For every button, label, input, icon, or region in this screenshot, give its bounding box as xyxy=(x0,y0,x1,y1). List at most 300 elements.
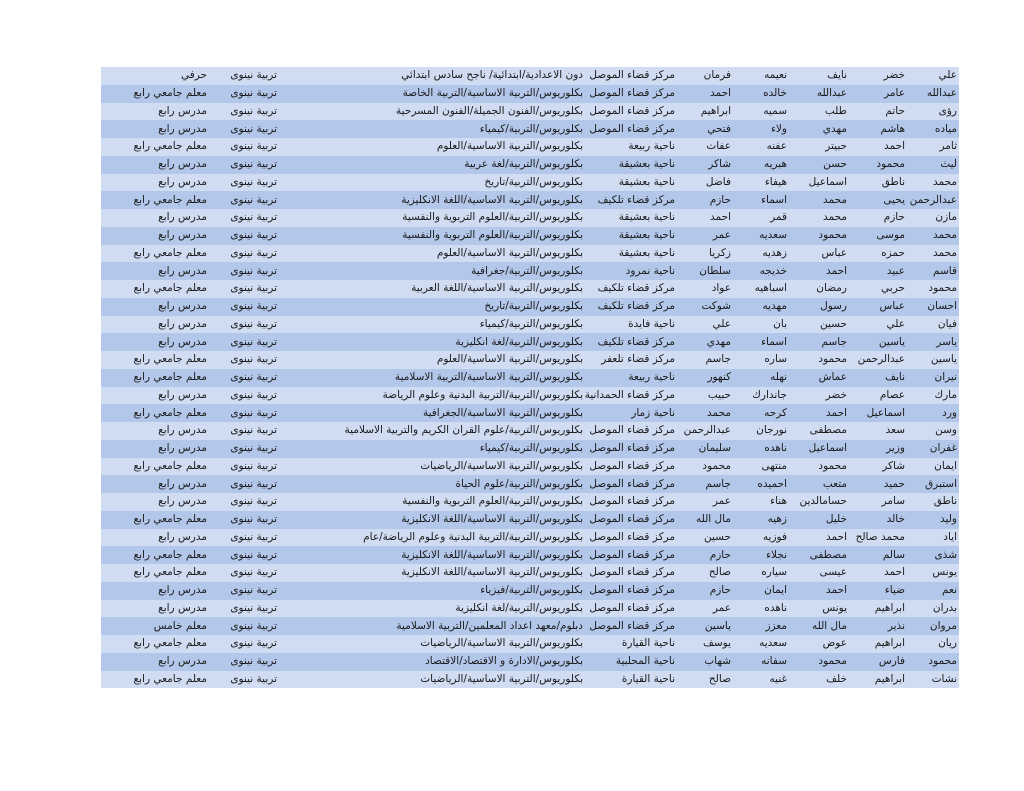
directorate-cell: تربية نينوى xyxy=(209,227,279,245)
location-cell: مركز قضاء الموصل xyxy=(585,546,677,564)
grandfather-name-cell: محمود xyxy=(789,351,849,369)
mother-father-name-cell: محمود xyxy=(677,458,733,476)
mother-father-name-cell: حازم xyxy=(677,546,733,564)
table-row xyxy=(101,617,959,635)
mother-father-name-cell: صالح xyxy=(677,564,733,582)
qualification-cell: بكلوريوس/التربية/العلوم التربوية والنفسية xyxy=(279,493,585,511)
grandfather-name-cell: مصطفى xyxy=(789,422,849,440)
directorate-cell: تربية نينوى xyxy=(209,493,279,511)
mother-name-cell: نهله xyxy=(733,369,789,387)
first-name-cell: قاسم xyxy=(907,262,959,280)
mother-name-cell: هناء xyxy=(733,493,789,511)
mother-name-cell: عفنه xyxy=(733,138,789,156)
first-name-cell: ياسر xyxy=(907,333,959,351)
mother-father-name-cell: حازم xyxy=(677,191,733,209)
table-row xyxy=(101,671,959,689)
directorate-cell: تربية نينوى xyxy=(209,582,279,600)
mother-name-cell: خالده xyxy=(733,85,789,103)
first-name-cell: مازن xyxy=(907,209,959,227)
job-title-cell: مدرس رابع xyxy=(101,120,209,138)
mother-name-cell: هبريه xyxy=(733,156,789,174)
first-name-cell: ياسين xyxy=(907,351,959,369)
mother-father-name-cell: يوسف xyxy=(677,635,733,653)
mother-name-cell: ساره xyxy=(733,351,789,369)
job-title-cell: مدرس رابع xyxy=(101,103,209,121)
table-row xyxy=(101,227,959,245)
table-row xyxy=(101,156,959,174)
father-name-cell: حازم xyxy=(849,209,907,227)
table-row xyxy=(101,333,959,351)
directorate-cell: تربية نينوى xyxy=(209,369,279,387)
mother-name-cell: اسباهيه xyxy=(733,280,789,298)
first-name-cell: علي xyxy=(907,67,959,85)
first-name-cell: نشات xyxy=(907,671,959,689)
first-name-cell: نعم xyxy=(907,582,959,600)
mother-name-cell: قمر xyxy=(733,209,789,227)
job-title-cell: معلم جامعي رابع xyxy=(101,191,209,209)
first-name-cell: استبرق xyxy=(907,475,959,493)
location-cell: مركز قضاء الحمدانية xyxy=(585,387,677,405)
mother-father-name-cell: عواد xyxy=(677,280,733,298)
table-row xyxy=(101,245,959,263)
directorate-cell: تربية نينوى xyxy=(209,546,279,564)
location-cell: ناحية بعشيقة xyxy=(585,209,677,227)
father-name-cell: حاتم xyxy=(849,103,907,121)
grandfather-name-cell: محمود xyxy=(789,653,849,671)
mother-name-cell: منتهى xyxy=(733,458,789,476)
directorate-cell: تربية نينوى xyxy=(209,475,279,493)
job-title-cell: معلم جامعي رابع xyxy=(101,280,209,298)
mother-father-name-cell: صالح xyxy=(677,671,733,689)
qualification-cell: بكلوريوس/التربية الاساسية/الجغرافية xyxy=(279,404,585,422)
directorate-cell: تربية نينوى xyxy=(209,440,279,458)
mother-name-cell: نجلاء xyxy=(733,546,789,564)
mother-father-name-cell: شوكت xyxy=(677,298,733,316)
directorate-cell: تربية نينوى xyxy=(209,600,279,618)
mother-name-cell: نعيمه xyxy=(733,67,789,85)
first-name-cell: مروان xyxy=(907,617,959,635)
father-name-cell: خضر xyxy=(849,67,907,85)
mother-father-name-cell: محمد xyxy=(677,404,733,422)
grandfather-name-cell: حسن xyxy=(789,156,849,174)
father-name-cell: نذير xyxy=(849,617,907,635)
qualification-cell: بكلوريوس/التربية/كيمياء xyxy=(279,440,585,458)
qualification-cell: بكلوريوس/التربية/علوم الحياة xyxy=(279,475,585,493)
table-body xyxy=(101,67,959,688)
job-title-cell: معلم جامعي رابع xyxy=(101,351,209,369)
directorate-cell: تربية نينوى xyxy=(209,617,279,635)
qualification-cell: بكلوريوس/التربية الاساسية/الرياضيات xyxy=(279,458,585,476)
location-cell: مركز قضاء الموصل xyxy=(585,120,677,138)
mother-name-cell: معزز xyxy=(733,617,789,635)
father-name-cell: ابراهيم xyxy=(849,600,907,618)
location-cell: ناحية القيارة xyxy=(585,635,677,653)
location-cell: مركز قضاء الموصل xyxy=(585,600,677,618)
table-row xyxy=(101,404,959,422)
qualification-cell: بكلوريوس/التربية الاساسية/العلوم xyxy=(279,351,585,369)
first-name-cell: وليد xyxy=(907,511,959,529)
location-cell: ناحية بعشيقة xyxy=(585,174,677,192)
mother-name-cell: اسماء xyxy=(733,191,789,209)
job-title-cell: معلم جامعي رابع xyxy=(101,511,209,529)
directorate-cell: تربية نينوى xyxy=(209,174,279,192)
mother-father-name-cell: عمر xyxy=(677,493,733,511)
grandfather-name-cell: رسول xyxy=(789,298,849,316)
grandfather-name-cell: طلب xyxy=(789,103,849,121)
grandfather-name-cell: مصطفى xyxy=(789,546,849,564)
mother-name-cell: ناهده xyxy=(733,440,789,458)
grandfather-name-cell: حبيتر xyxy=(789,138,849,156)
table-row xyxy=(101,546,959,564)
location-cell: ناحية بعشيقة xyxy=(585,245,677,263)
qualification-cell: بكلوريوس/التربية الاساسية/الرياضيات xyxy=(279,635,585,653)
table-row xyxy=(101,280,959,298)
location-cell: مركز قضاء الموصل xyxy=(585,67,677,85)
job-title-cell: مدرس رابع xyxy=(101,298,209,316)
father-name-cell: ابراهيم xyxy=(849,635,907,653)
directorate-cell: تربية نينوى xyxy=(209,103,279,121)
mother-name-cell: فوزيه xyxy=(733,529,789,547)
location-cell: مركز قضاء تلكيف xyxy=(585,191,677,209)
directorate-cell: تربية نينوى xyxy=(209,511,279,529)
qualification-cell: بكلوريوس/التربية/التربية البدنية وعلوم الرياضة/عام xyxy=(279,529,585,547)
mother-name-cell: خديجه xyxy=(733,262,789,280)
table-row xyxy=(101,529,959,547)
job-title-cell: معلم جامعي رابع xyxy=(101,369,209,387)
mother-father-name-cell: فتحي xyxy=(677,120,733,138)
qualification-cell: بكلوريوس/التربية/تاريخ xyxy=(279,298,585,316)
job-title-cell: معلم جامعي رابع xyxy=(101,404,209,422)
job-title-cell: مدرس رابع xyxy=(101,653,209,671)
table-row xyxy=(101,298,959,316)
mother-father-name-cell: حازم xyxy=(677,582,733,600)
mother-father-name-cell: احمد xyxy=(677,85,733,103)
mother-name-cell: ناهده xyxy=(733,600,789,618)
names-table xyxy=(101,67,959,688)
job-title-cell: مدرس رابع xyxy=(101,209,209,227)
directorate-cell: تربية نينوى xyxy=(209,138,279,156)
table-row xyxy=(101,653,959,671)
first-name-cell: اياد xyxy=(907,529,959,547)
job-title-cell: مدرس رابع xyxy=(101,440,209,458)
first-name-cell: ليث xyxy=(907,156,959,174)
father-name-cell: عباس xyxy=(849,298,907,316)
mother-name-cell: سعديه xyxy=(733,227,789,245)
table-row xyxy=(101,440,959,458)
father-name-cell: سعد xyxy=(849,422,907,440)
table-row xyxy=(101,316,959,334)
job-title-cell: معلم جامعي رابع xyxy=(101,85,209,103)
father-name-cell: ضياء xyxy=(849,582,907,600)
location-cell: ناحية فايدة xyxy=(585,316,677,334)
directorate-cell: تربية نينوى xyxy=(209,387,279,405)
father-name-cell: حمزه xyxy=(849,245,907,263)
directorate-cell: تربية نينوى xyxy=(209,671,279,689)
father-name-cell: شاكر xyxy=(849,458,907,476)
table-row xyxy=(101,511,959,529)
grandfather-name-cell: خضر xyxy=(789,387,849,405)
mother-name-cell: مهديه xyxy=(733,298,789,316)
first-name-cell: ورد xyxy=(907,404,959,422)
table-row xyxy=(101,67,959,85)
first-name-cell: ريان xyxy=(907,635,959,653)
location-cell: مركز قضاء الموصل xyxy=(585,85,677,103)
grandfather-name-cell: عماش xyxy=(789,369,849,387)
directorate-cell: تربية نينوى xyxy=(209,156,279,174)
mother-father-name-cell: ياسين xyxy=(677,617,733,635)
first-name-cell: غفران xyxy=(907,440,959,458)
qualification-cell: بكلوريوس/التربية/العلوم التربوية والنفسية xyxy=(279,227,585,245)
directorate-cell: تربية نينوى xyxy=(209,280,279,298)
grandfather-name-cell: يونس xyxy=(789,600,849,618)
grandfather-name-cell: متعب xyxy=(789,475,849,493)
table-row xyxy=(101,564,959,582)
mother-father-name-cell: احمد xyxy=(677,209,733,227)
grandfather-name-cell: عوض xyxy=(789,635,849,653)
grandfather-name-cell: خلف xyxy=(789,671,849,689)
job-title-cell: مدرس رابع xyxy=(101,227,209,245)
father-name-cell: ابراهيم xyxy=(849,671,907,689)
mother-name-cell: غنيه xyxy=(733,671,789,689)
qualification-cell: بكلوريوس/التربية/تاريخ xyxy=(279,174,585,192)
grandfather-name-cell: حسامالدين xyxy=(789,493,849,511)
job-title-cell: معلم جامعي رابع xyxy=(101,138,209,156)
qualification-cell: بكلوريوس/الفنون الجميلة/الفنون المسرحية xyxy=(279,103,585,121)
location-cell: مركز قضاء الموصل xyxy=(585,422,677,440)
father-name-cell: خالد xyxy=(849,511,907,529)
job-title-cell: معلم خامس xyxy=(101,617,209,635)
qualification-cell: بكلوريوس/التربية الاساسية/اللغة الانكليزية xyxy=(279,191,585,209)
directorate-cell: تربية نينوى xyxy=(209,262,279,280)
location-cell: مركز قضاء الموصل xyxy=(585,103,677,121)
first-name-cell: ناطق xyxy=(907,493,959,511)
directorate-cell: تربية نينوى xyxy=(209,67,279,85)
table-row xyxy=(101,422,959,440)
grandfather-name-cell: عيسى xyxy=(789,564,849,582)
qualification-cell: دون الاعدادية/ابتدائية/ ناجح سادس ابتدائي xyxy=(279,67,585,85)
father-name-cell: عامر xyxy=(849,85,907,103)
first-name-cell: يونس xyxy=(907,564,959,582)
location-cell: مركز قضاء تلكيف xyxy=(585,280,677,298)
location-cell: مركز قضاء الموصل xyxy=(585,440,677,458)
location-cell: مركز قضاء تلعفر xyxy=(585,351,677,369)
table-row xyxy=(101,191,959,209)
grandfather-name-cell: نايف xyxy=(789,67,849,85)
job-title-cell: مدرس رابع xyxy=(101,422,209,440)
mother-father-name-cell: جاسم xyxy=(677,351,733,369)
mother-name-cell: سفانه xyxy=(733,653,789,671)
mother-father-name-cell: علي xyxy=(677,316,733,334)
mother-name-cell: بان xyxy=(733,316,789,334)
mother-name-cell: نورجان xyxy=(733,422,789,440)
directorate-cell: تربية نينوى xyxy=(209,209,279,227)
mother-father-name-cell: عفات xyxy=(677,138,733,156)
father-name-cell: عبيد xyxy=(849,262,907,280)
table-row xyxy=(101,209,959,227)
directorate-cell: تربية نينوى xyxy=(209,404,279,422)
location-cell: مركز قضاء الموصل xyxy=(585,582,677,600)
father-name-cell: وزير xyxy=(849,440,907,458)
grandfather-name-cell: خليل xyxy=(789,511,849,529)
mother-name-cell: زهيه xyxy=(733,511,789,529)
location-cell: مركز قضاء الموصل xyxy=(585,458,677,476)
qualification-cell: بكلوريوس/التربية/التربية البدنية وعلوم الرياضة xyxy=(279,387,585,405)
mother-name-cell: احميده xyxy=(733,475,789,493)
first-name-cell: محمود xyxy=(907,280,959,298)
mother-father-name-cell: كنهور xyxy=(677,369,733,387)
qualification-cell: بكلوريوس/التربية الاساسية/اللغة الانكليزية xyxy=(279,546,585,564)
first-name-cell: بدران xyxy=(907,600,959,618)
father-name-cell: علي xyxy=(849,316,907,334)
qualification-cell: بكلوريوس/التربية الاساسية/اللغة الانكليزية xyxy=(279,511,585,529)
location-cell: مركز قضاء الموصل xyxy=(585,493,677,511)
mother-name-cell: سعديه xyxy=(733,635,789,653)
qualification-cell: بكلوريوس/التربية/فيزياء xyxy=(279,582,585,600)
table-row xyxy=(101,120,959,138)
table-row xyxy=(101,600,959,618)
qualification-cell: بكلوريوس/التربية الاساسية/اللغة العربية xyxy=(279,280,585,298)
father-name-cell: سامر xyxy=(849,493,907,511)
qualification-cell: بكلوريوس/التربية الاساسية/العلوم xyxy=(279,138,585,156)
mother-father-name-cell: سلطان xyxy=(677,262,733,280)
father-name-cell: عصام xyxy=(849,387,907,405)
grandfather-name-cell: مهدي xyxy=(789,120,849,138)
mother-name-cell: ولاء xyxy=(733,120,789,138)
job-title-cell: مدرس رابع xyxy=(101,475,209,493)
father-name-cell: محمد صالح xyxy=(849,529,907,547)
job-title-cell: معلم جامعي رابع xyxy=(101,546,209,564)
father-name-cell: ياسين xyxy=(849,333,907,351)
grandfather-name-cell: محمود xyxy=(789,458,849,476)
table-row xyxy=(101,475,959,493)
location-cell: مركز قضاء الموصل xyxy=(585,564,677,582)
first-name-cell: وسن xyxy=(907,422,959,440)
job-title-cell: معلم جامعي رابع xyxy=(101,245,209,263)
mother-father-name-cell: شاكر xyxy=(677,156,733,174)
job-title-cell: مدرس رابع xyxy=(101,262,209,280)
location-cell: مركز قضاء الموصل xyxy=(585,511,677,529)
father-name-cell: ناطق xyxy=(849,174,907,192)
location-cell: مركز قضاء الموصل xyxy=(585,475,677,493)
directorate-cell: تربية نينوى xyxy=(209,298,279,316)
first-name-cell: ثامر xyxy=(907,138,959,156)
father-name-cell: احمد xyxy=(849,564,907,582)
table-row xyxy=(101,262,959,280)
mother-father-name-cell: زكريا xyxy=(677,245,733,263)
father-name-cell: هاشم xyxy=(849,120,907,138)
grandfather-name-cell: عباس xyxy=(789,245,849,263)
job-title-cell: معلم جامعي رابع xyxy=(101,671,209,689)
directorate-cell: تربية نينوى xyxy=(209,245,279,263)
mother-father-name-cell: فاضل xyxy=(677,174,733,192)
first-name-cell: مياده xyxy=(907,120,959,138)
qualification-cell: بكلوريوس/التربية الاساسية/العلوم xyxy=(279,245,585,263)
grandfather-name-cell: محمود xyxy=(789,227,849,245)
qualification-cell: بكلوريوس/التربية/علوم القران الكريم والتربية الاسلامية xyxy=(279,422,585,440)
qualification-cell: بكلوريوس/التربية/لغة انكليزية xyxy=(279,600,585,618)
location-cell: مركز قضاء تلكيف xyxy=(585,298,677,316)
grandfather-name-cell: احمد xyxy=(789,262,849,280)
mother-name-cell: اسماء xyxy=(733,333,789,351)
grandfather-name-cell: عبدالله xyxy=(789,85,849,103)
first-name-cell: فيان xyxy=(907,316,959,334)
grandfather-name-cell: احمد xyxy=(789,404,849,422)
table-row xyxy=(101,387,959,405)
location-cell: ناحية بعشيقة xyxy=(585,156,677,174)
mother-father-name-cell: شهاب xyxy=(677,653,733,671)
qualification-cell: بكلوريوس/التربية/جغرافية xyxy=(279,262,585,280)
job-title-cell: مدرس رابع xyxy=(101,316,209,334)
mother-name-cell: هيفاء xyxy=(733,174,789,192)
table-row xyxy=(101,582,959,600)
directorate-cell: تربية نينوى xyxy=(209,529,279,547)
first-name-cell: محمد xyxy=(907,174,959,192)
qualification-cell: بكلوريوس/التربية/كيمياء xyxy=(279,120,585,138)
table-row xyxy=(101,103,959,121)
qualification-cell: بكلوريوس/التربية الاساسية/اللغة الانكليزية xyxy=(279,564,585,582)
job-title-cell: مدرس رابع xyxy=(101,174,209,192)
mother-father-name-cell: مهدي xyxy=(677,333,733,351)
qualification-cell: بكلوريوس/التربية الاساسية/التربية الاسلامية xyxy=(279,369,585,387)
location-cell: ناحية المحلبية xyxy=(585,653,677,671)
first-name-cell: محمد xyxy=(907,245,959,263)
grandfather-name-cell: احمد xyxy=(789,582,849,600)
mother-name-cell: سياره xyxy=(733,564,789,582)
directorate-cell: تربية نينوى xyxy=(209,351,279,369)
table-row xyxy=(101,369,959,387)
father-name-cell: حميد xyxy=(849,475,907,493)
mother-name-cell: ايمان xyxy=(733,582,789,600)
mother-father-name-cell: عمر xyxy=(677,600,733,618)
father-name-cell: يحيى xyxy=(849,191,907,209)
first-name-cell: رؤى xyxy=(907,103,959,121)
job-title-cell: مدرس رابع xyxy=(101,156,209,174)
mother-father-name-cell: عبدالرحمن xyxy=(677,422,733,440)
job-title-cell: حرفي xyxy=(101,67,209,85)
mother-father-name-cell: سليمان xyxy=(677,440,733,458)
directorate-cell: تربية نينوى xyxy=(209,422,279,440)
qualification-cell: بكلوريوس/التربية/كيمياء xyxy=(279,316,585,334)
first-name-cell: محمود xyxy=(907,653,959,671)
location-cell: ناحية نمرود xyxy=(585,262,677,280)
qualification-cell: بكلوريوس/التربية/لغة انكليزية xyxy=(279,333,585,351)
grandfather-name-cell: جاسم xyxy=(789,333,849,351)
table-row xyxy=(101,458,959,476)
directorate-cell: تربية نينوى xyxy=(209,316,279,334)
mother-father-name-cell: فرمان xyxy=(677,67,733,85)
first-name-cell: نيران xyxy=(907,369,959,387)
qualification-cell: بكلوريوس/التربية/لغة عربية xyxy=(279,156,585,174)
father-name-cell: احمد xyxy=(849,138,907,156)
father-name-cell: نايف xyxy=(849,369,907,387)
father-name-cell: اسماعيل xyxy=(849,404,907,422)
first-name-cell: ايمان xyxy=(907,458,959,476)
location-cell: مركز قضاء الموصل xyxy=(585,617,677,635)
first-name-cell: محمد xyxy=(907,227,959,245)
job-title-cell: مدرس رابع xyxy=(101,333,209,351)
first-name-cell: عبدالرحمن xyxy=(907,191,959,209)
mother-name-cell: زهديه xyxy=(733,245,789,263)
mother-father-name-cell: عمر xyxy=(677,227,733,245)
mother-name-cell: سميه xyxy=(733,103,789,121)
mother-father-name-cell: ابراهيم xyxy=(677,103,733,121)
job-title-cell: معلم جامعي رابع xyxy=(101,564,209,582)
mother-name-cell: كرحه xyxy=(733,404,789,422)
job-title-cell: معلم جامعي رابع xyxy=(101,458,209,476)
location-cell: ناحية القيارة xyxy=(585,671,677,689)
first-name-cell: شذى xyxy=(907,546,959,564)
mother-father-name-cell: جاسم xyxy=(677,475,733,493)
